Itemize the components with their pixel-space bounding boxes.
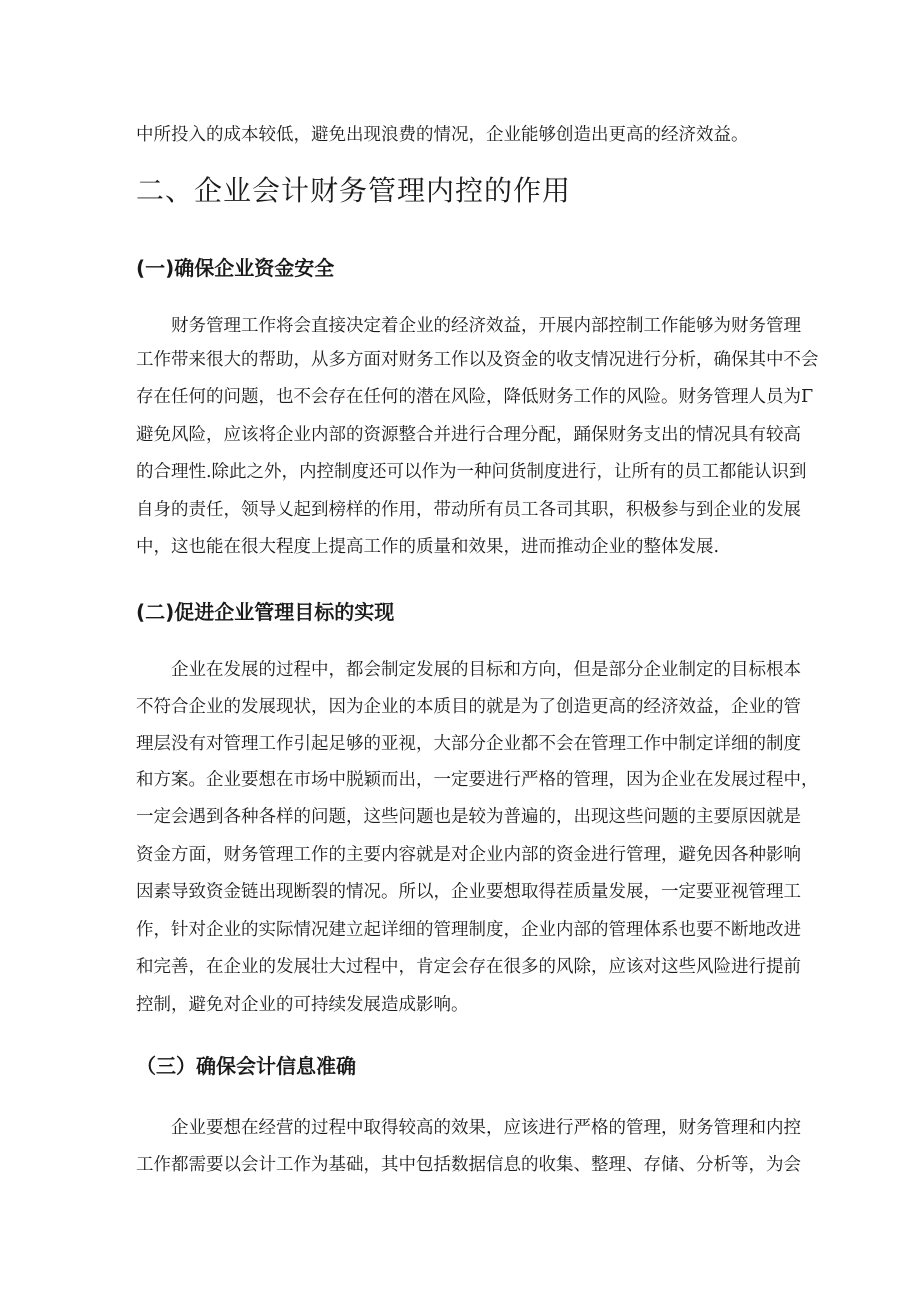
paragraph-line: 自身的责任，领导乂起到榜样的作用，带动所有员工各司其职，积极参与到企业的发展 [136, 500, 801, 520]
paragraph-line: 不符合企业的发展现状，因为企业的本质目的就是为了创造更高的经济效益，企业的管 [136, 697, 801, 717]
paragraph-line: 理层没有对管理工作引起足够的亚视，大部分企业都不会在管理工作中制定详细的制度 [136, 734, 801, 754]
subsection-heading-1: (一)确保企业资金安全 [136, 256, 335, 280]
paragraph-line: 企业在发展的过程中，都会制定发展的目标和方向，但是部分企业制定的目标根本 [171, 660, 801, 680]
paragraph-line: 避免风险，应该将企业内部的资源整合并进行合理分配，踊保财务支出的情况具有较高 [136, 425, 801, 445]
subsection-heading-3: （三）确保会计信息准确 [136, 1054, 356, 1078]
paragraph-line: 和完善，在企业的发展壮大过程中，肯定会存在很多的风除，应该对这些风险进行提前 [136, 957, 801, 977]
paragraph-line: 存在任何的问题，也不会存在任何的潜在风险，降低财务工作的风险。财务管理人员为Γ [136, 387, 814, 407]
paragraph-line: 因素导致资金链出现断裂的情况。所以，企业要想取得茬质量发展，一定要亚视管理工 [136, 882, 801, 902]
paragraph-line: 中，这也能在很大程度上提高工作的质量和效果，进而推动企业的整体发展. [136, 537, 720, 557]
intro-paragraph-line: 中所投入的成本较低，避免出现浪费的情况，企业能够创造出更高的经济效益。 [136, 125, 749, 145]
paragraph-line: 企业要想在经营的过程中取得较高的效果，应该进行严格的管理，财务管理和内控 [171, 1118, 801, 1138]
paragraph-line: 和方案。企业要想在市场中脱颖而出，一定要进行严格的管理，因为企业在发展过程中， [136, 770, 819, 790]
paragraph-line: 工作都需要以会计工作为基础，其中包括数据信息的收集、整理、存储、分析等，为会 [136, 1155, 801, 1175]
paragraph-line: 作，针对企业的实际情况建立起详细的管理制度，企业内部的管理体系也要不断地改进 [136, 920, 801, 940]
paragraph-line: 工作带来很大的帮助，从多方面对财务工作以及资金的收支情况进行分析，确保其中不会 [136, 350, 819, 370]
subsection-heading-2: (二)促进企业管理目标的实现 [136, 600, 395, 624]
paragraph-line: 资金方面，财务管理工作的主要内容就是对企业内部的资金进行管理，避免因各种影响 [136, 845, 801, 865]
paragraph-line: 的合理性.除此之外，内控制度还可以作为一种问货制度进行，让所有的员工都能认识到 [136, 462, 807, 482]
paragraph-line: 控制，避免对企业的可持续发展造成影响。 [136, 995, 469, 1015]
section-title: 二、企业会计财务管理内控的作用 [136, 174, 572, 207]
paragraph-line: 一定会遇到各种各样的问题，这些问题也是较为普遍的，出现这些问题的主要原因就是 [136, 807, 801, 827]
paragraph-line: 财务管理工作将会直接决定着企业的经济效益，开展内部控制工作能够为财务管理 [171, 316, 801, 336]
